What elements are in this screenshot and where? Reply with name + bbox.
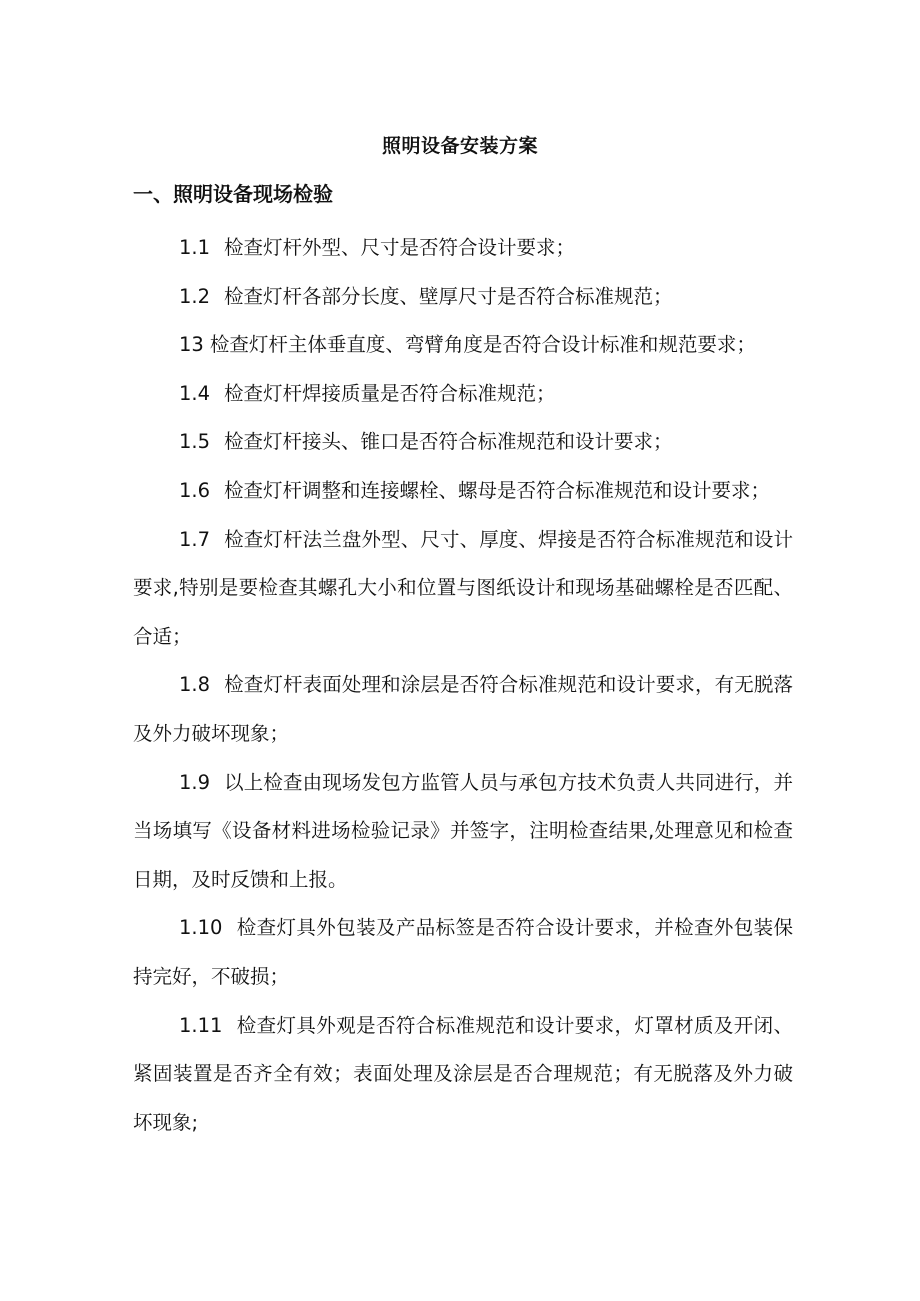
list-item	[133, 467, 793, 516]
item-number: 1.1	[179, 236, 211, 259]
item-text: 检查灯杆焊接质量是否符合标准规范；	[224, 381, 556, 405]
list-item	[133, 516, 793, 662]
item-number: 1.10	[179, 916, 223, 940]
item-number: 1.6	[179, 478, 211, 502]
inspection-items-list	[133, 224, 793, 1147]
item-text: 检查灯杆各部分长度、壁厚尺寸是否符合标准规范；	[224, 284, 673, 308]
item-text: 检查灯杆法兰盘外型、尺寸、厚度、焊接是否符合标准规范和设计要求,特别是要检查其螺孔大小和位置与图纸设计和现场基础螺栓是否匹配、合适；	[133, 527, 793, 648]
item-text: 检查灯杆接头、锥口是否符合标准规范和设计要求；	[224, 430, 673, 454]
document-title: 照明设备安装方案	[381, 135, 538, 157]
list-item	[133, 224, 793, 273]
item-number: 1.5	[179, 430, 211, 454]
item-number: 1.11	[179, 1013, 223, 1037]
list-item	[133, 273, 793, 322]
item-text: 检查灯杆外型、尺寸是否符合设计要求；	[224, 236, 576, 259]
item-text: 检查灯杆表面处理和涂层是否符合标准规范和设计要求，有无脱落及外力破坏现象；	[133, 673, 793, 745]
item-text: 检查灯杆主体垂直度、弯臂角度是否符合设计标准和规范要求；	[209, 333, 756, 357]
list-item	[133, 759, 793, 905]
item-number: 1.8	[179, 673, 211, 697]
list-item	[133, 1002, 793, 1148]
list-item	[133, 418, 793, 467]
list-item	[133, 904, 793, 1001]
item-text: 检查灯杆调整和连接螺栓、螺母是否符合标准规范和设计要求；	[224, 478, 771, 502]
list-item	[133, 321, 793, 370]
item-text: 检查灯具外包装及产品标签是否符合设计要求，并检查外包装保持完好，不破损；	[133, 916, 793, 988]
list-item	[133, 370, 793, 419]
list-item	[133, 661, 793, 758]
item-text: 以上检查由现场发包方监管人员与承包方技术负责人共同进行，并当场填写《设备材料进场检验记录》并签字，注明检查结果,处理意见和检查日期，及时反馈和上报。	[133, 770, 793, 891]
item-number: 1.9	[179, 770, 211, 794]
section-heading: 一、照明设备现场检验	[133, 182, 333, 206]
item-text: 检查灯具外观是否符合标准规范和设计要求，灯罩材质及开闭、紧固装置是否齐全有效；表面处理及涂层是否合理规范；有无脱落及外力破坏现象;	[133, 1013, 793, 1134]
item-number: 1.4	[179, 381, 211, 405]
item-number: 1.7	[179, 527, 211, 551]
item-number: 13	[179, 333, 204, 357]
item-number: 1.2	[179, 284, 211, 308]
